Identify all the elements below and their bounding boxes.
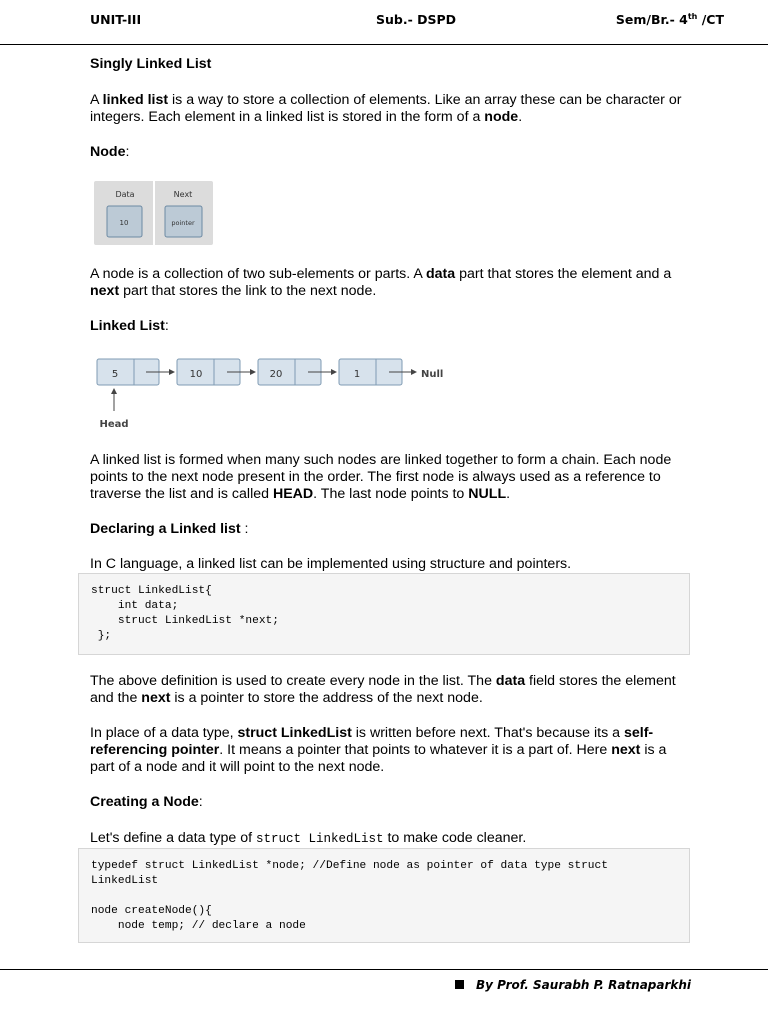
section-title-singly-linked-list: Singly Linked List <box>90 56 212 72</box>
header-sem-prefix: Sem/Br.- 4 <box>615 12 688 28</box>
square-bullet-icon <box>455 980 464 989</box>
declaring-heading: Declaring a Linked list : <box>90 521 249 537</box>
header-divider <box>0 44 768 45</box>
header-semester <box>616 12 724 27</box>
node-next-label: Next <box>173 190 193 199</box>
footer-author-text: By Prof. Saurabh P. Ratnaparkhi <box>476 978 692 992</box>
list-node-1-value: 5 <box>111 369 119 380</box>
list-node-3-value: 20 <box>269 369 283 380</box>
creating-node-paragraph: Let's define a data type of struct LinkedList to make code cleaner. <box>90 830 527 846</box>
definition-paragraph: The above definition is used to create every node in the list. The data field stores the element and the next is a pointer to store the address of the next node. <box>90 673 676 706</box>
list-node-2-value: 10 <box>189 369 203 380</box>
node-heading: Node: <box>90 144 130 160</box>
footer-divider <box>0 969 768 970</box>
footer-author <box>455 978 691 992</box>
linked-list-heading: Linked List: <box>90 318 169 334</box>
linked-list-diagram <box>94 355 454 435</box>
node-paragraph: A node is a collection of two sub-elements or parts. A data part that stores the element and a next part that stores the link to the next node. <box>90 266 672 299</box>
struct-code-block: struct LinkedList{ int data; struct LinkedList *next; }; <box>78 573 690 655</box>
node-data-label: Data <box>115 190 135 199</box>
intro-paragraph: A linked list is a way to store a collection of elements. Like an array these can be character or integers. Each element in a linked list is stored in the form of a node. <box>90 92 682 125</box>
header-sem-suffix: /CT <box>697 12 724 28</box>
node-diagram <box>94 181 214 246</box>
header-subject: Sub.- DSPD <box>376 12 457 27</box>
header-sem-sup: th <box>687 12 698 21</box>
head-label: Head <box>99 419 129 430</box>
node-next-value: pointer <box>171 219 195 227</box>
create-node-code-block: typedef struct LinkedList *node; //Define node as pointer of data type struct LinkedList node createNode(){ node temp; // declare a node <box>78 848 690 943</box>
self-referencing-paragraph: In place of a data type, struct LinkedList is written before next. That's because its a self-referencing pointer. It means a pointer that points to whatever it is a part of. Here next is a part of a node and it will point to the next node. <box>90 725 667 775</box>
declaring-paragraph: In C language, a linked list can be implemented using structure and pointers. <box>90 556 572 572</box>
linked-list-paragraph: A linked list is formed when many such nodes are linked together to form a chain. Each node points to the next node present in the order. The first node is always used as a reference to traverse the list and is called HEAD. The last node points to NULL. <box>90 452 672 502</box>
list-node-4-value: 1 <box>353 369 361 380</box>
inline-code-struct: struct LinkedList <box>255 832 384 846</box>
null-label: Null <box>421 369 444 380</box>
creating-node-heading: Creating a Node: <box>90 794 203 810</box>
node-data-value: 10 <box>119 219 129 227</box>
header-unit: UNIT-III <box>90 12 142 27</box>
